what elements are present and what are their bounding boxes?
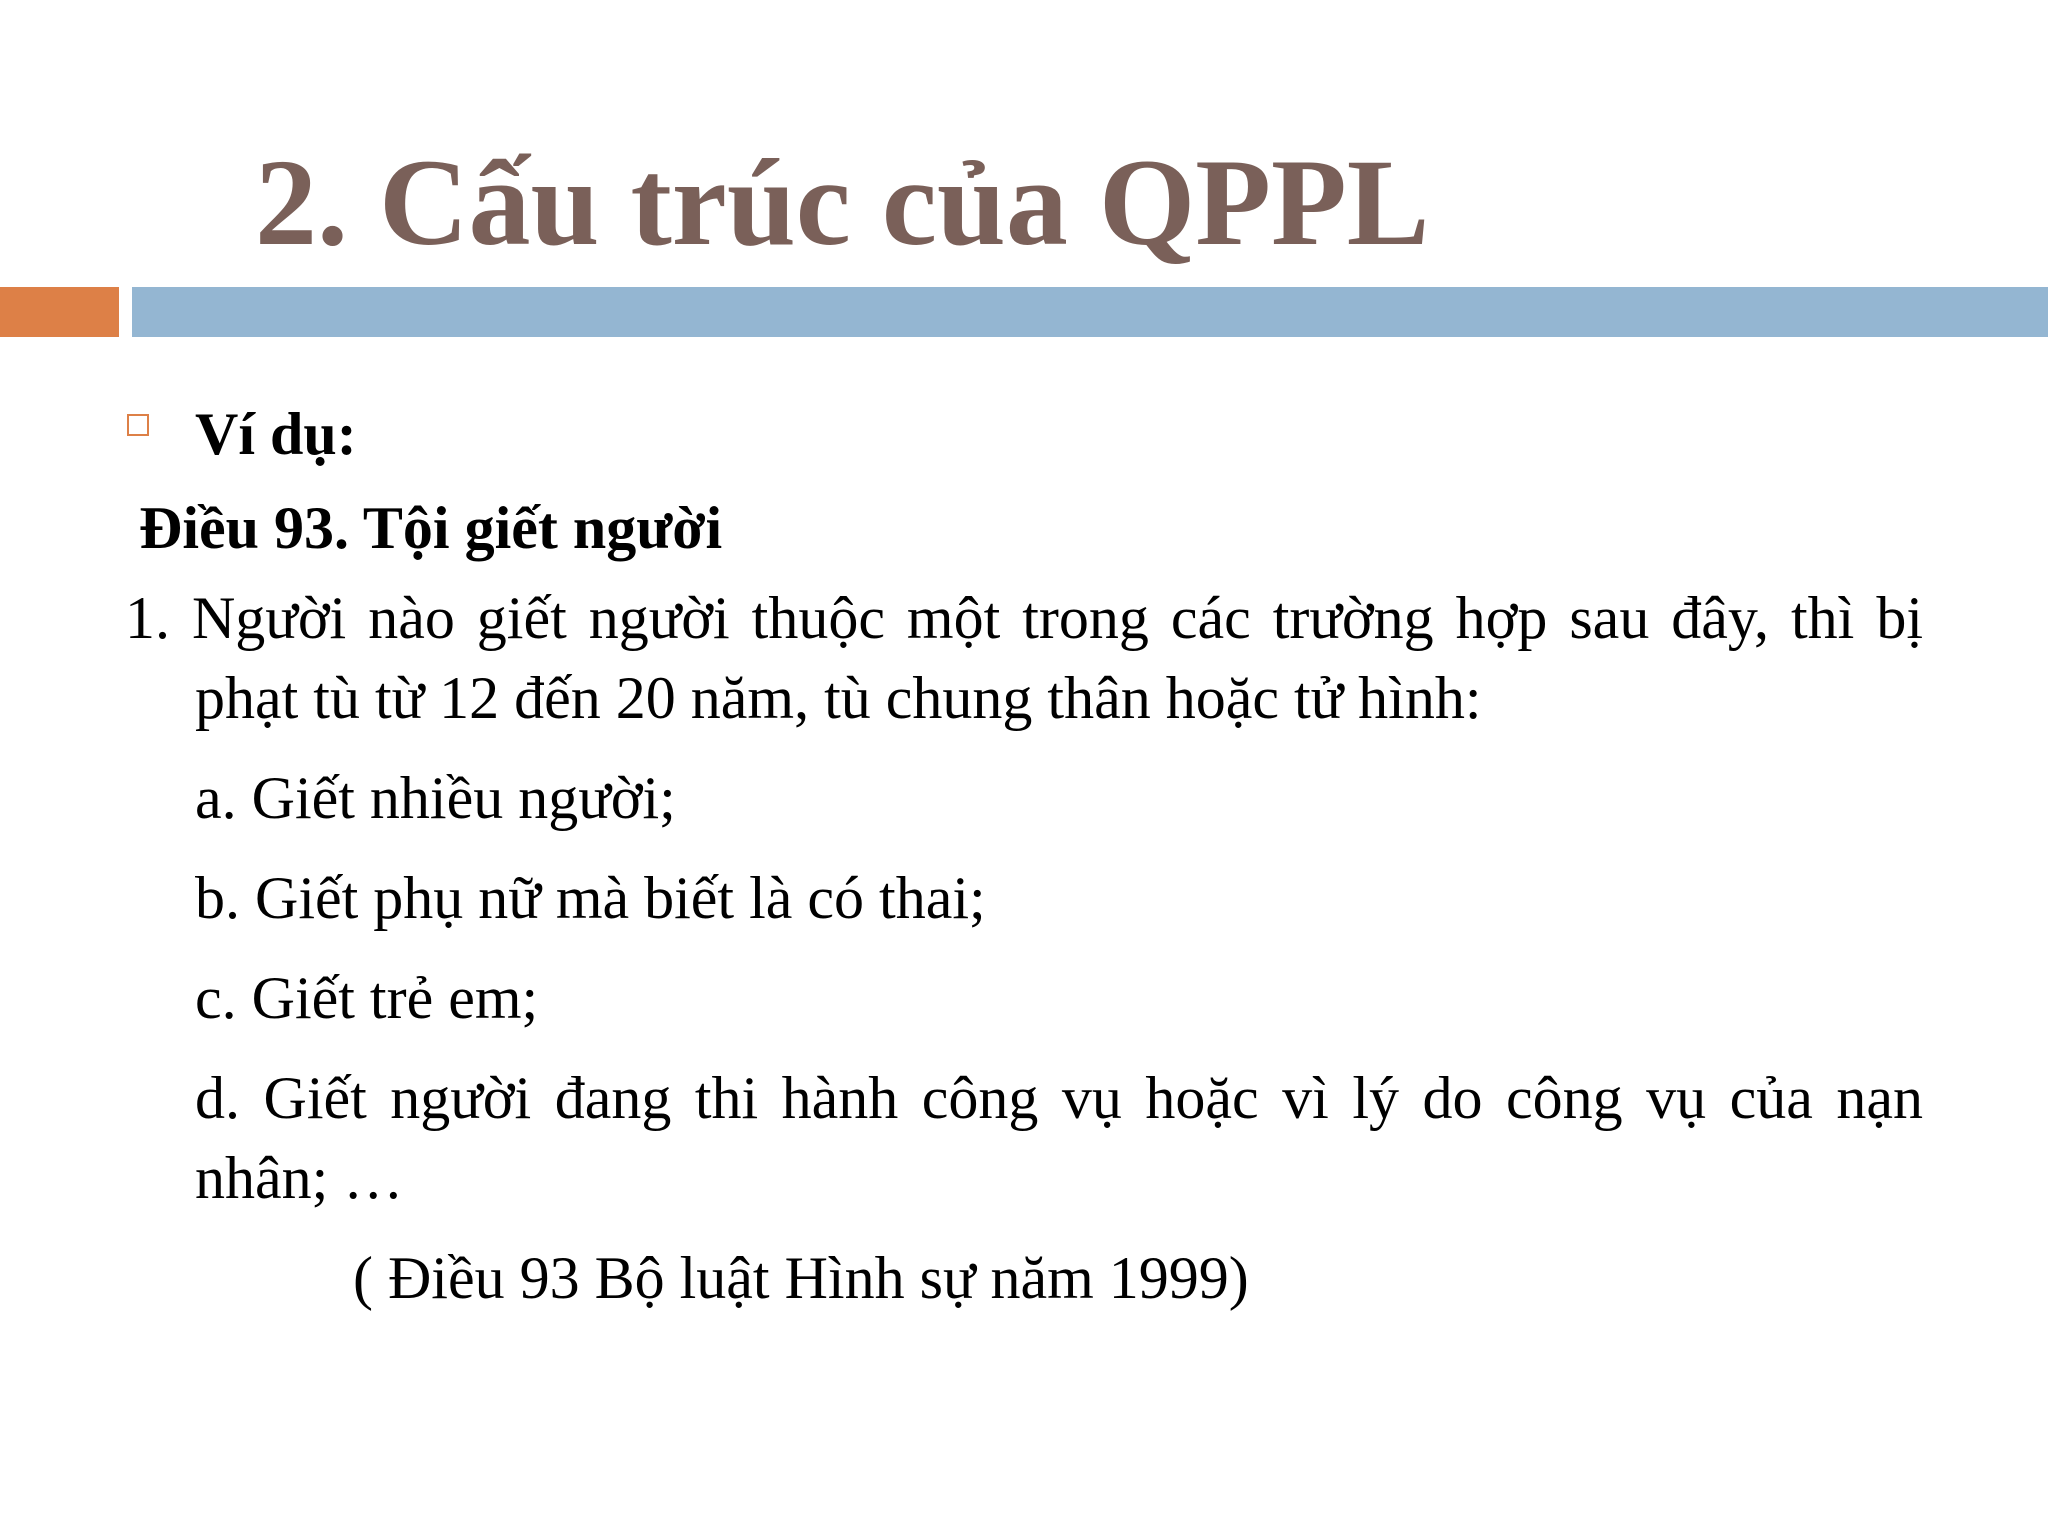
title-accent-bar-orange <box>0 287 119 337</box>
source-citation: ( Điều 93 Bộ luật Hình sự năm 1999) <box>353 1245 1249 1311</box>
title-accent-bar-blue <box>132 287 2048 337</box>
list-item-c: c. Giết trẻ em; <box>195 965 539 1031</box>
hollow-square-bullet-icon <box>127 414 149 436</box>
clause-1-text: 1. Người nào giết người thuộc một trong các trường hợp sau đây, thì bị phạt tù từ 12 đến 20 năm, tù chung thân hoặc tử hình: <box>125 585 1923 731</box>
list-item-b: b. Giết phụ nữ mà biết là có thai; <box>195 865 986 931</box>
list-item-a: a. Giết nhiều người; <box>195 765 676 831</box>
bullet-item <box>125 390 1923 478</box>
slide-content <box>125 390 1923 1318</box>
bullet-label: Ví dụ: <box>195 401 357 467</box>
slide-title: 2. Cấu trúc của QPPL <box>255 134 1430 271</box>
list-item-d: d. Giết người đang thi hành công vụ hoặc vì lý do công vụ của nạn nhân; … <box>195 1065 1923 1211</box>
article-heading: Điều 93. Tội giết người <box>139 495 723 561</box>
